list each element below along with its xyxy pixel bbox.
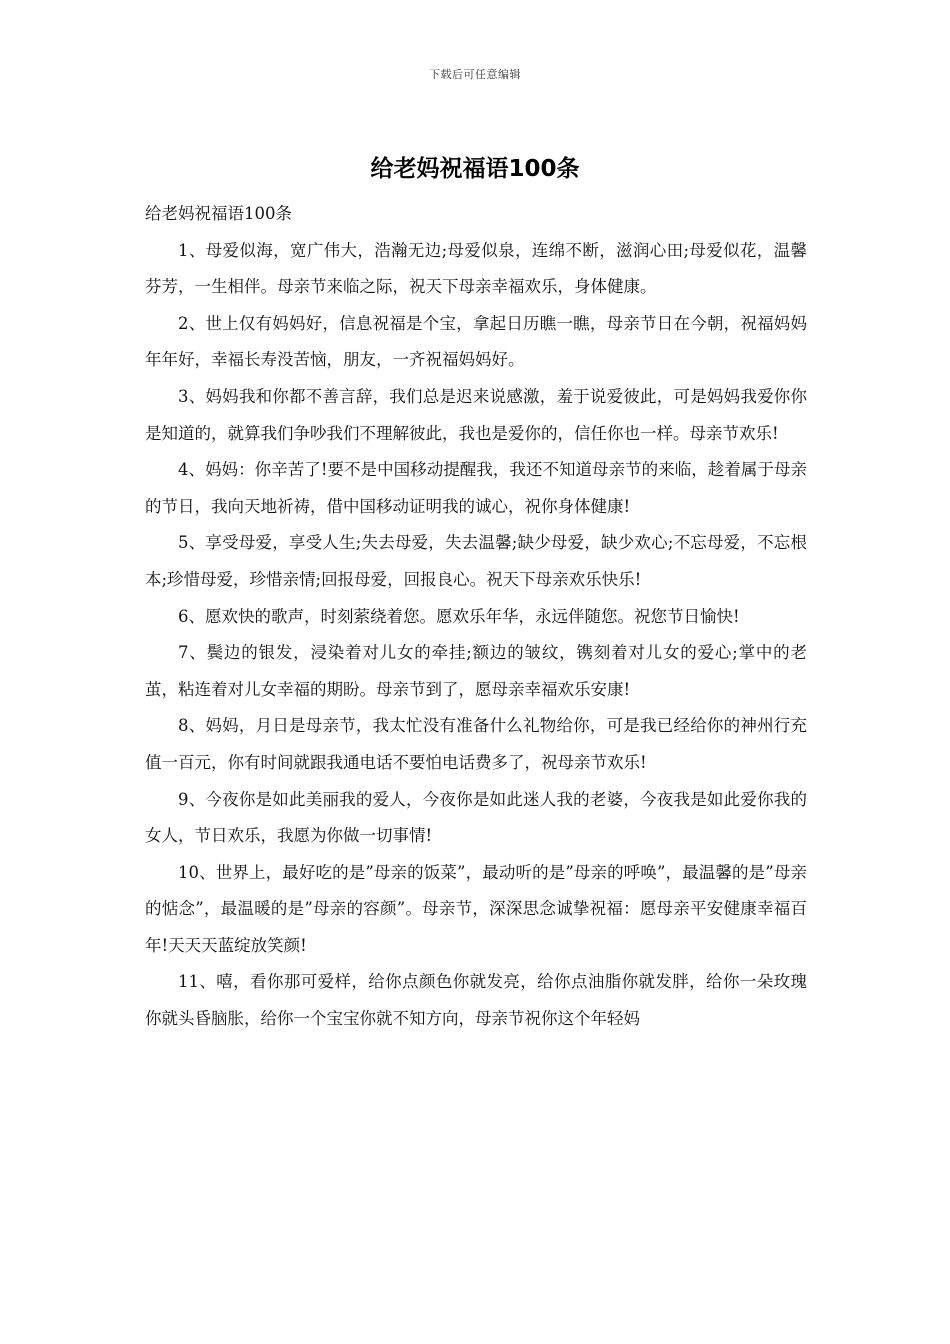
paragraph-4: 4、妈妈：你辛苦了!要不是中国移动提醒我，我还不知道母亲节的来临，趁着属于母亲的节日，我向天地祈祷，借中国移动证明我的诚心，祝你身体健康!	[145, 460, 807, 516]
paragraph-6: 6、愿欢快的歌声，时刻萦绕着您。愿欢乐年华，永远伴随您。祝您节日愉快!	[178, 606, 740, 626]
paragraph-2: 2、世上仅有妈妈好，信息祝福是个宝，拿起日历瞧一瞧，母亲节日在今朝，祝福妈妈年年好，幸福长寿没苦恼，朋友，一齐祝福妈妈好。	[145, 313, 807, 370]
document-body	[145, 196, 807, 1038]
paragraph-7: 7、鬓边的银发，浸染着对儿女的牵挂;额边的皱纹，镌刻着对儿女的爱心;掌中的老茧，粘连着对儿女幸福的期盼。母亲节到了，愿母亲幸福欢乐安康!	[145, 643, 807, 699]
paragraph-1: 1、母爱似海，宽广伟大，浩瀚无边;母爱似泉，连绵不断，滋润心田;母爱似花，温馨芬芳，一生相伴。母亲节来临之际，祝天下母亲幸福欢乐，身体健康。	[145, 240, 807, 297]
paragraph-10: 10、世界上，最好吃的是”母亲的饭菜”，最动听的是”母亲的呼唤”，最温馨的是”母亲的惦念”，最温暖的是”母亲的容颜”。母亲节，深深思念诚挚祝福：愿母亲平安健康幸福百年!天天天蓝绽放笑颜!	[145, 862, 807, 955]
document-title: 给老妈祝福语100条	[370, 156, 580, 182]
paragraph-5: 5、享受母爱，享受人生;失去母爱，失去温馨;缺少母爱，缺少欢心;不忘母爱，不忘根本;珍惜母爱，珍惜亲情;回报母爱，回报良心。祝天下母亲欢乐快乐!	[145, 533, 807, 589]
paragraph-8: 8、妈妈，月日是母亲节，我太忙没有准备什么礼物给你，可是我已经给你的神州行充值一百元，你有时间就跟我通电话不要怕电话费多了，祝母亲节欢乐!	[145, 716, 807, 772]
paragraph-9: 9、今夜你是如此美丽我的爱人，今夜你是如此迷人我的老婆，今夜我是如此爱你我的女人，节日欢乐，我愿为你做一切事情!	[145, 789, 807, 846]
paragraph-11: 11、嘻，看你那可爱样，给你点颜色你就发亮，给你点油脂你就发胖，给你一朵玫瑰你就头昏脑胀，给你一个宝宝你就不知方向，母亲节祝你这个年轻妈	[145, 972, 807, 1029]
paragraph-3: 3、妈妈我和你都不善言辞，我们总是迟来说感激，羞于说爱彼此，可是妈妈我爱你你是知道的，就算我们争吵我们不理解彼此，我也是爱你的，信任你也一样。母亲节欢乐!	[145, 386, 807, 443]
header-note: 下载后可任意编辑	[429, 68, 521, 81]
document-subtitle: 给老妈祝福语100条	[145, 204, 292, 223]
